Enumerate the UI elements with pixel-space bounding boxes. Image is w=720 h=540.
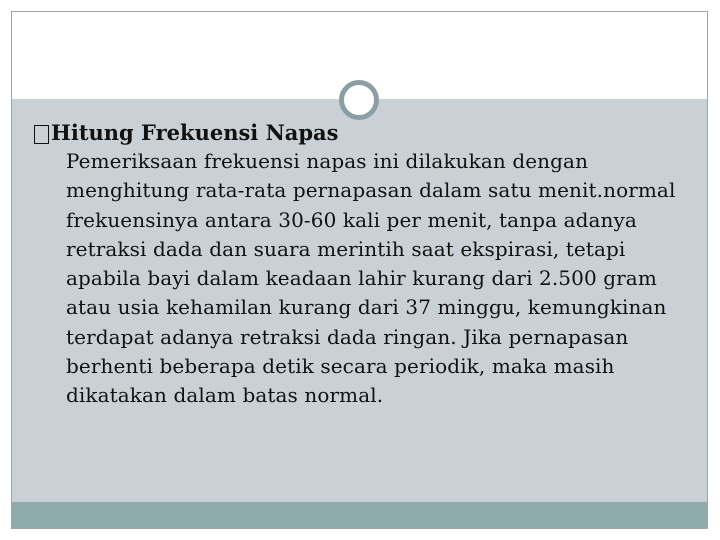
circle-ornament-icon — [339, 80, 379, 120]
square-bullet-icon — [34, 125, 49, 144]
slide-body-text: Pemeriksaan frekuensi napas ini dilakukan dengan menghitung rata-rata pernapasan dalam satu menit.normal frekuensinya antara 30-60 kali per menit, tanpa adanya retraksi dada dan suara merintih saat ekspirasi, tetapi apabila bayi dalam keadaan lahir kurang dari 2.500 gram atau usia kehamilan kurang dari 37 minggu, kemungkinan terdapat adanya retraksi dada ringan. Jika pernapasan berhenti beberapa detik secara periodik, maka masih dikatakan dalam batas normal. — [66, 149, 676, 408]
footer-band — [12, 502, 707, 528]
slide-content — [34, 119, 694, 411]
heading-row — [34, 119, 694, 147]
slide-heading: Hitung Frekuensi Napas — [51, 120, 339, 145]
